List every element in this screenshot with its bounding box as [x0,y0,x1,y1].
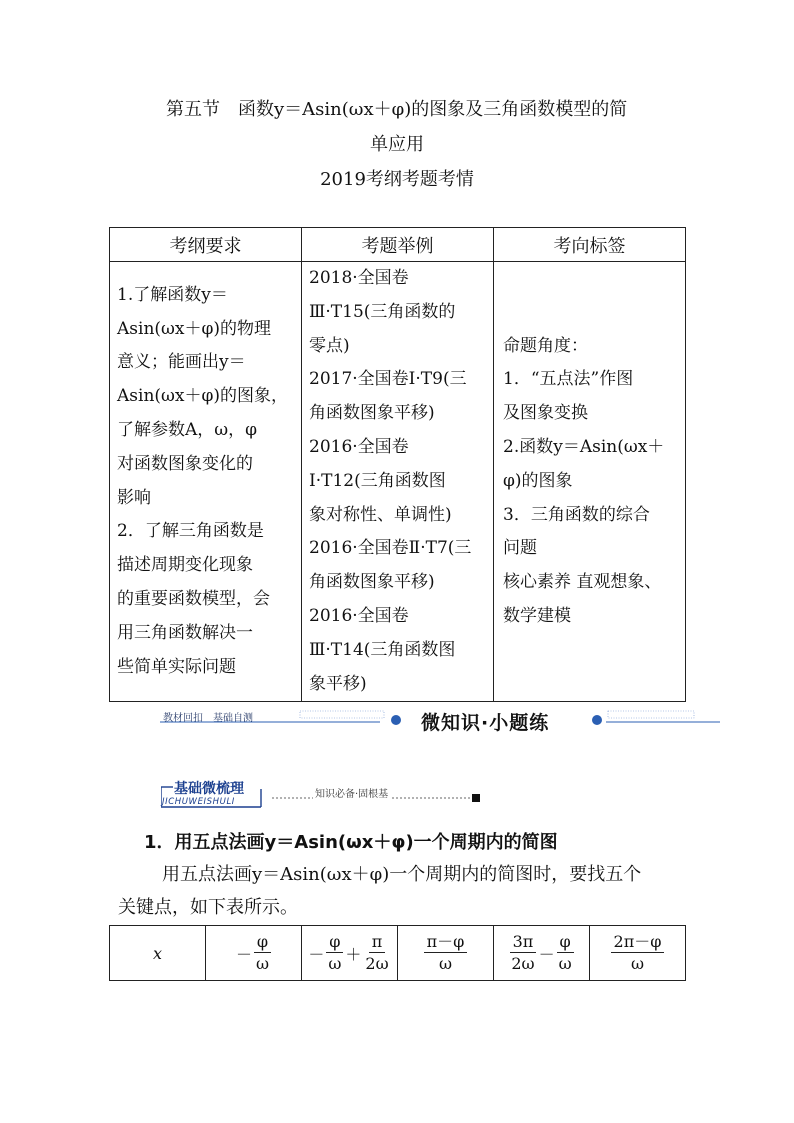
text-line: 2018·全国卷 [309,268,409,288]
tags-text [494,328,685,636]
point-cell-4 [494,926,590,981]
text-line: 及图象变换 [503,403,588,424]
denominator: ω [558,953,572,973]
point-cell-2 [302,926,398,981]
text-line: 描述周期变化现象 [117,555,253,576]
page-title: 第五节 函数y＝Asin(ωx＋φ)的图象及三角函数模型的简 [166,99,628,120]
text-line: 问题 [503,538,537,559]
minus-sign: － [235,944,252,964]
x-label: x [152,943,163,963]
fraction [253,932,272,975]
page-title-continued: 单应用 [370,134,424,155]
examples-cell [302,262,494,702]
denominator: ω [328,953,342,973]
text-line: 角函数图象平移) [309,403,435,424]
point-cell-3 [398,926,494,981]
column-header: 考纲要求 [110,228,302,262]
numerator: π－φ [424,932,468,953]
fraction [611,932,665,975]
text-line: 象平移) [309,673,367,694]
requirements-text [110,277,301,687]
text-line: Asin(ωx＋φ)的物理 [117,318,272,339]
banner-left-text: 教材回扣 基础自测 [163,713,253,724]
numerator: φ [254,932,271,953]
text-line: 了解参数A，ω，φ [117,420,258,441]
five-points-table [109,925,686,981]
text-line: 2016·全国卷Ⅱ·T7(三 [309,538,472,559]
text-line: 的重要函数模型，会 [117,589,270,610]
text-line: 2016·全国卷 [309,436,409,457]
text-line: 命题角度： [503,335,588,356]
fraction [362,932,391,975]
examples-text [302,262,493,701]
section-tag-pinyin: JICHUWEISHULI [162,797,235,807]
section-tag-subtitle: 知识必备·固根基 [313,785,390,800]
text-line: Asin(ωx＋φ)的图象， [117,386,289,407]
text-line: Ⅰ·T12(三角函数图 [309,470,446,491]
text-line: 象对称性、单调性) [309,504,452,525]
paragraph-line: 关键点，如下表所示。 [118,897,298,918]
numerator: 3π [510,932,537,953]
text-line: 用三角函数解决一 [117,622,253,643]
text-line: 零点) [309,335,350,356]
denominator: ω [255,953,270,973]
tags-cell [494,262,686,702]
numerator: 2π－φ [611,932,665,953]
text-line: 1．“五点法”作图 [503,369,634,390]
text-line: 意义；能画出y＝ [117,352,246,373]
text-line: 3．三角函数的综合 [503,504,650,525]
table-header-row [110,228,686,262]
text-line: φ)的图象 [503,470,573,491]
text-line: 核心素养 直观想象、 [503,572,662,593]
fraction [325,932,344,975]
page-subtitle: 2019考纲考题考情 [320,169,474,190]
banner-title: 微知识·小题练 [421,712,550,734]
point-cell-5 [590,926,686,981]
minus-sign: － [538,944,555,964]
bullet-icon [592,715,602,725]
requirements-table [109,227,686,702]
fraction [508,932,537,975]
point-cell-1 [206,926,302,981]
table-row [110,262,686,702]
row-label [110,926,206,981]
bullet-icon [391,715,401,725]
square-icon [472,794,480,802]
text-line: 些简单实际问题 [117,656,236,677]
text-line: Ⅲ·T14(三角函数图 [309,639,456,660]
text-line: 2．了解三角函数是 [117,521,264,542]
section-heading: 1．用五点法画y＝Asin(ωx＋φ)一个周期内的简图 [144,832,558,853]
text-line: 影响 [117,487,151,508]
minus-sign: － [308,944,325,964]
column-header: 考向标签 [494,228,686,262]
denominator: 2ω [365,953,389,973]
fraction [556,932,575,975]
text-line: 数学建模 [503,605,571,626]
numerator: φ [326,932,343,953]
text-line: 2.函数y＝Asin(ωx＋ [503,436,665,457]
section-tag-title: 基础微梳理 [174,781,244,797]
text-line: 对函数图象变化的 [117,453,253,474]
column-header: 考题举例 [302,228,494,262]
requirements-cell [110,262,302,702]
plus-sign: ＋ [345,944,362,964]
fraction [424,932,468,975]
denominator: 2ω [511,953,535,973]
denominator: ω [438,953,453,973]
text-line: 2017·全国卷Ⅰ·T9(三 [309,369,467,390]
text-line: 1.了解函数y＝ [117,284,228,305]
text-line: 2016·全国卷 [309,605,409,626]
numerator: π [369,932,386,953]
denominator: ω [630,953,645,973]
table-row [110,926,686,981]
numerator: φ [557,932,574,953]
paragraph-line: 用五点法画y＝Asin(ωx＋φ)一个周期内的简图时，要找五个 [162,864,642,885]
text-line: Ⅲ·T15(三角函数的 [309,301,456,322]
text-line: 角函数图象平移) [309,572,435,593]
